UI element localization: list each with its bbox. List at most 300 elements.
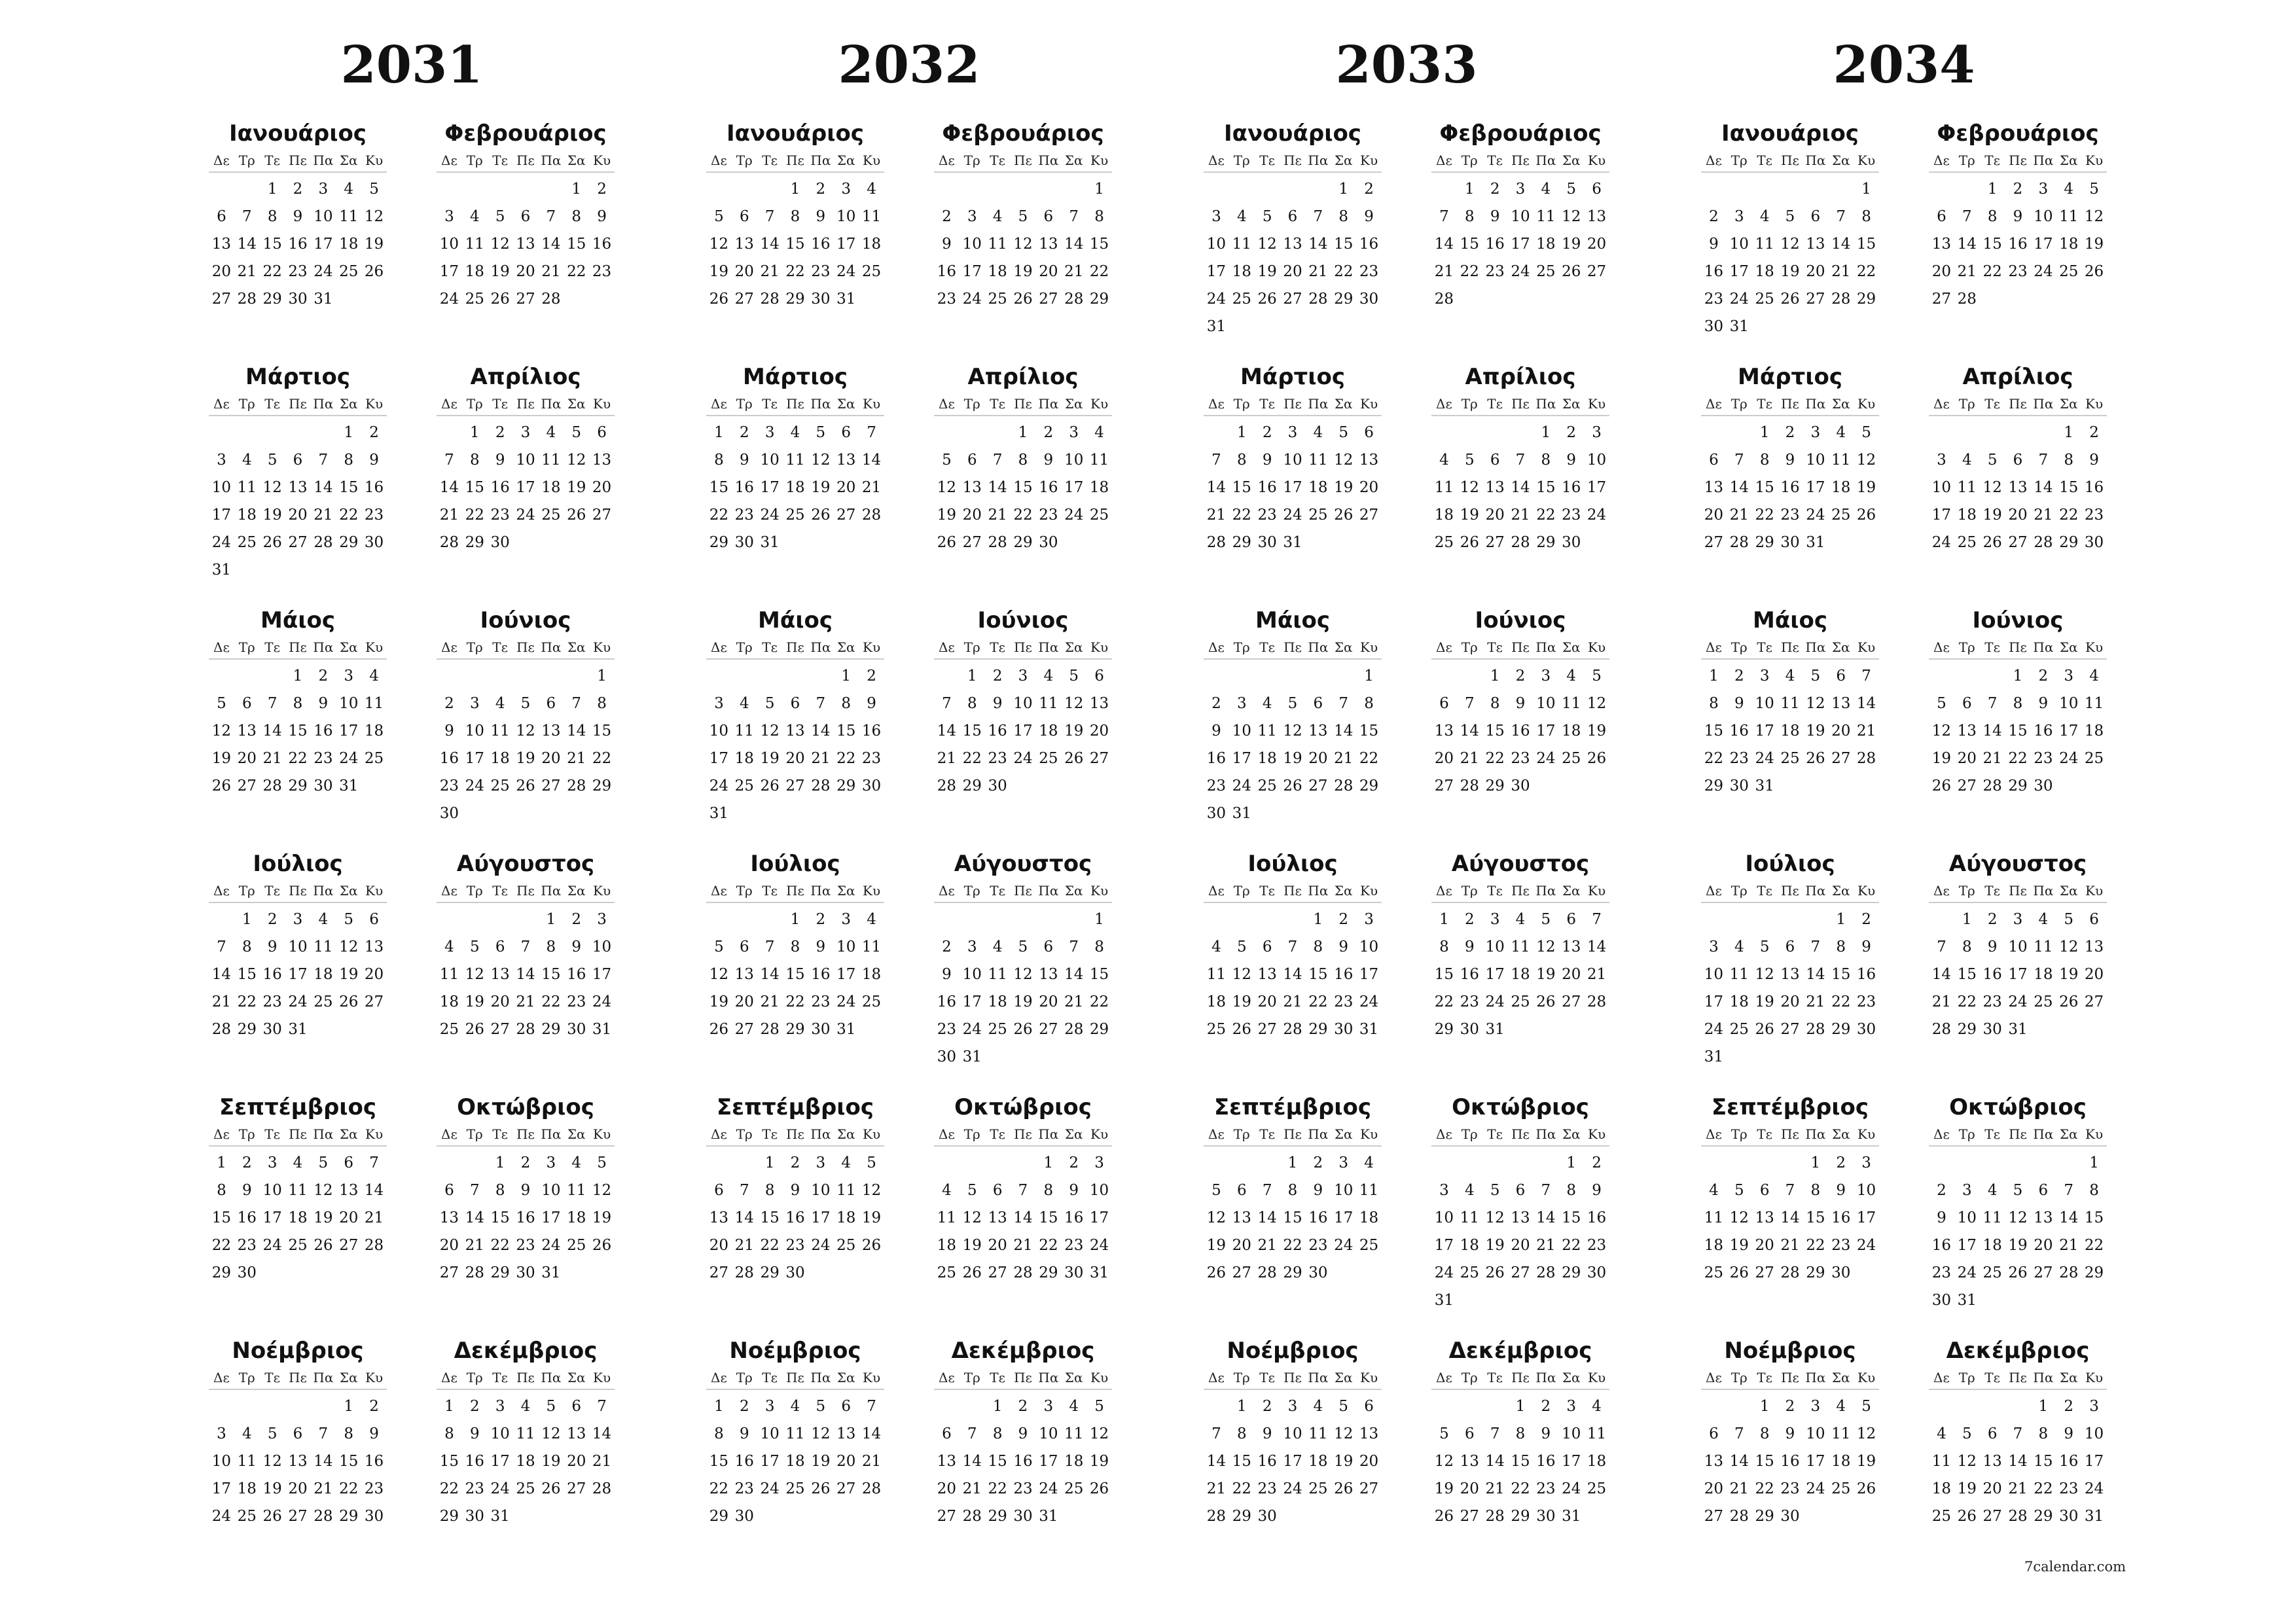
day-cell: 24 <box>1334 1237 1354 1254</box>
day-cell: 26 <box>1780 291 1800 308</box>
day-cell: 18 <box>439 993 459 1010</box>
weekday-label: Τρ <box>1233 1370 1250 1385</box>
empty-cell <box>310 1393 336 1420</box>
month-block <box>437 848 615 1043</box>
day-cell: 17 <box>592 966 612 983</box>
day-cell: 30 <box>1831 1264 1851 1281</box>
day-cell: 18 <box>1308 479 1328 496</box>
day-cell: 23 <box>1831 1237 1851 1254</box>
day-cell: 21 <box>1931 993 1952 1010</box>
day-cell: 7 <box>267 695 278 712</box>
day-cell: 12 <box>1957 1453 1977 1470</box>
day-cell: 9 <box>942 236 952 253</box>
day-cell: 22 <box>988 1480 1007 1497</box>
month-block <box>706 605 884 827</box>
empty-cell <box>1431 175 1457 203</box>
day-cell: 6 <box>967 452 977 469</box>
day-cell: 22 <box>1982 263 2002 280</box>
month-name: Ιούνιος <box>1972 607 2064 633</box>
day-cell: 5 <box>1566 181 1577 198</box>
weekday-label: Τρ <box>1731 1370 1748 1385</box>
day-cell: 27 <box>516 291 535 308</box>
weekday-label: Σα <box>1064 1370 1083 1385</box>
empty-cell <box>1752 175 1778 203</box>
weekday-header <box>1701 636 1879 660</box>
weekday-label: Τρ <box>1461 639 1478 655</box>
day-cell: 21 <box>988 507 1007 524</box>
day-cell: 26 <box>592 1237 612 1254</box>
day-cell: 27 <box>2034 1264 2053 1281</box>
day-cell: 6 <box>293 1425 303 1442</box>
day-cell: 18 <box>1957 507 1977 524</box>
day-cell: 5 <box>369 181 379 198</box>
day-cell: 29 <box>2008 777 2028 794</box>
day-cell: 15 <box>288 722 308 740</box>
day-cell: 2 <box>293 181 303 198</box>
weekday-label: Τε <box>1757 639 1772 655</box>
day-cell: 28 <box>1806 1021 1825 1038</box>
day-cell: 18 <box>1831 479 1851 496</box>
weekday-header <box>1431 880 1609 903</box>
day-cell: 13 <box>1485 479 1505 496</box>
day-cell: 9 <box>469 1425 480 1442</box>
empty-cell <box>1980 1393 2005 1420</box>
weekday-label: Τε <box>1487 152 1503 168</box>
day-cell: 2 <box>520 1154 531 1171</box>
day-cell: 31 <box>1232 805 1251 822</box>
day-cell: 22 <box>1359 750 1379 767</box>
day-cell: 19 <box>811 479 831 496</box>
days-grid <box>1929 662 2107 800</box>
day-cell: 20 <box>785 750 805 767</box>
day-cell: 12 <box>1806 695 1825 712</box>
month-name: Νοέμβριος <box>232 1338 364 1364</box>
day-cell: 18 <box>1704 1237 1724 1254</box>
weekday-label: Πα <box>810 639 831 655</box>
day-cell: 19 <box>962 1237 982 1254</box>
day-cell: 7 <box>469 1182 480 1199</box>
day-cell: 27 <box>567 1480 586 1497</box>
day-cell: 10 <box>709 722 729 740</box>
day-cell: 18 <box>1755 263 1774 280</box>
day-cell: 4 <box>2064 181 2074 198</box>
days-grid <box>1701 1393 1879 1530</box>
day-cell: 7 <box>369 1154 379 1171</box>
day-cell: 7 <box>867 424 876 441</box>
month-block <box>1431 605 1609 800</box>
day-cell: 15 <box>1089 966 1109 983</box>
day-cell: 22 <box>1232 1480 1251 1497</box>
day-cell: 5 <box>469 938 480 955</box>
day-cell: 18 <box>1831 1453 1851 1470</box>
day-cell: 10 <box>339 695 359 712</box>
weekday-label: Τρ <box>1958 883 1975 899</box>
weekday-label: Πα <box>1805 883 1826 899</box>
empty-cell <box>934 1393 960 1420</box>
day-cell: 11 <box>2084 695 2104 712</box>
day-cell: 29 <box>439 1508 459 1525</box>
day-cell: 2 <box>992 668 1003 685</box>
day-cell: 21 <box>237 263 257 280</box>
month-name: Ιούνιος <box>977 607 1069 633</box>
day-cell: 20 <box>937 1480 957 1497</box>
day-cell: 19 <box>1334 1453 1354 1470</box>
month-name: Δεκέμβριος <box>454 1338 598 1364</box>
day-cell: 11 <box>1511 938 1530 955</box>
day-cell: 29 <box>1013 534 1033 551</box>
day-cell: 26 <box>1562 263 1581 280</box>
day-cell: 3 <box>714 695 724 712</box>
day-cell: 28 <box>811 777 831 794</box>
day-cell: 27 <box>237 777 257 794</box>
day-cell: 5 <box>1861 424 1871 441</box>
day-cell: 23 <box>1562 507 1581 524</box>
day-cell: 24 <box>1013 750 1033 767</box>
day-cell: 4 <box>841 1154 852 1171</box>
day-cell: 8 <box>1490 695 1500 712</box>
weekday-label: Δε <box>1706 152 1722 168</box>
day-cell: 15 <box>1434 966 1454 983</box>
day-cell: 20 <box>541 750 561 767</box>
day-cell: 19 <box>211 750 232 767</box>
day-cell: 25 <box>988 291 1007 308</box>
day-cell: 4 <box>242 452 252 469</box>
weekday-label: Τρ <box>1731 396 1748 412</box>
month-name: Σεπτέμβριος <box>1213 1094 1372 1120</box>
day-cell: 8 <box>841 695 852 712</box>
month-block <box>1204 118 1382 340</box>
month-name: Φεβρουάριος <box>444 120 607 147</box>
day-cell: 20 <box>516 263 535 280</box>
days-grid <box>1929 1393 2107 1530</box>
day-cell: 25 <box>1206 1021 1227 1038</box>
weekday-label: Σα <box>2059 396 2078 412</box>
day-cell: 31 <box>836 1021 856 1038</box>
weekday-label: Δε <box>1436 1126 1452 1142</box>
day-cell: 10 <box>211 479 232 496</box>
day-cell: 27 <box>439 1264 459 1281</box>
day-cell: 26 <box>1334 507 1354 524</box>
day-cell: 15 <box>785 236 805 253</box>
weekday-header <box>437 149 615 173</box>
weekday-label: Κυ <box>1090 639 1109 655</box>
weekday-label: Πε <box>786 883 804 899</box>
empty-cell <box>1204 662 1229 690</box>
day-cell: 18 <box>1729 993 1749 1010</box>
weekday-header <box>1701 1123 1879 1147</box>
day-cell: 9 <box>1937 1209 1946 1226</box>
day-cell: 17 <box>760 479 780 496</box>
day-cell: 27 <box>1704 534 1724 551</box>
day-cell: 14 <box>760 236 780 253</box>
day-cell: 22 <box>1334 263 1354 280</box>
day-cell: 19 <box>1485 1237 1505 1254</box>
month-block <box>1204 361 1382 556</box>
month-name: Σεπτέμβριος <box>219 1094 377 1120</box>
weekday-label: Τε <box>762 152 778 168</box>
day-cell: 18 <box>861 236 882 253</box>
day-cell: 3 <box>318 181 329 198</box>
empty-cell <box>1255 1149 1280 1177</box>
day-cell: 14 <box>2059 1209 2079 1226</box>
day-cell: 13 <box>2008 479 2028 496</box>
day-cell: 5 <box>1069 668 1079 685</box>
weekday-label: Τρ <box>736 1370 753 1385</box>
day-cell: 8 <box>790 938 800 955</box>
month-name: Σεπτέμβριος <box>716 1094 874 1120</box>
weekday-label: Κυ <box>365 152 384 168</box>
weekday-label: Δε <box>1706 396 1722 412</box>
weekday-label: Τρ <box>1731 639 1748 655</box>
day-cell: 21 <box>1334 750 1354 767</box>
weekday-label: Πε <box>2009 639 2027 655</box>
day-cell: 16 <box>1931 1237 1952 1254</box>
day-cell: 4 <box>2089 668 2099 685</box>
empty-cell <box>564 662 589 690</box>
weekday-label: Σα <box>1334 152 1353 168</box>
day-cell: 10 <box>439 236 459 253</box>
days-grid <box>1204 1149 1382 1287</box>
day-cell: 26 <box>1485 1264 1505 1281</box>
day-cell: 27 <box>541 777 561 794</box>
day-cell: 23 <box>364 507 384 524</box>
weekday-label: Τρ <box>963 639 980 655</box>
day-cell: 15 <box>1982 236 2002 253</box>
weekday-label: Πα <box>1805 1126 1826 1142</box>
day-cell: 11 <box>734 722 754 740</box>
day-cell: 12 <box>592 1182 612 1199</box>
day-cell: 5 <box>520 695 531 712</box>
day-cell: 1 <box>469 424 480 441</box>
empty-cell <box>1457 662 1482 690</box>
day-cell: 22 <box>465 507 484 524</box>
day-cell: 2 <box>1262 424 1272 441</box>
day-cell: 30 <box>2059 1508 2079 1525</box>
day-cell: 29 <box>1755 1508 1774 1525</box>
day-cell: 17 <box>1562 1453 1581 1470</box>
day-cell: 12 <box>1434 1453 1454 1470</box>
weekday-label: Πα <box>1038 883 1059 899</box>
day-cell: 4 <box>1962 452 1972 469</box>
day-cell: 9 <box>1043 452 1054 469</box>
day-cell: 27 <box>1232 1264 1251 1281</box>
weekday-header <box>1204 1123 1382 1147</box>
day-cell: 17 <box>211 1480 232 1497</box>
weekday-label: Κυ <box>1090 152 1109 168</box>
weekday-header <box>1701 1366 1879 1390</box>
day-cell: 17 <box>1729 263 1749 280</box>
month-name: Φεβρουάριος <box>1439 120 1602 147</box>
month-block <box>1929 605 2107 800</box>
day-cell: 11 <box>1039 695 1058 712</box>
day-cell: 6 <box>1962 695 1972 712</box>
day-cell: 22 <box>1089 263 1109 280</box>
weekday-label: Πα <box>1308 396 1329 412</box>
day-cell: 1 <box>217 1154 226 1171</box>
empty-cell <box>1255 662 1280 690</box>
day-cell: 7 <box>764 208 775 225</box>
day-cell: 11 <box>1729 966 1749 983</box>
weekday-label: Πε <box>1511 1126 1530 1142</box>
day-cell: 15 <box>211 1209 232 1226</box>
day-cell: 26 <box>937 534 957 551</box>
day-cell: 24 <box>1755 750 1774 767</box>
day-cell: 23 <box>1460 993 1479 1010</box>
day-cell: 30 <box>1780 534 1800 551</box>
day-cell: 16 <box>2008 236 2028 253</box>
day-cell: 29 <box>490 1264 510 1281</box>
weekday-label: Τρ <box>466 396 483 412</box>
day-cell: 2 <box>369 1398 379 1415</box>
weekday-header <box>934 393 1112 416</box>
day-cell: 14 <box>1729 479 1749 496</box>
day-cell: 12 <box>2084 208 2104 225</box>
day-cell: 12 <box>709 966 729 983</box>
day-cell: 26 <box>1206 1264 1227 1281</box>
day-cell: 13 <box>1308 722 1328 740</box>
weekday-label: Κυ <box>1360 883 1378 899</box>
day-cell: 26 <box>2084 263 2104 280</box>
weekday-label: Τε <box>762 396 778 412</box>
day-cell: 27 <box>1039 291 1058 308</box>
day-cell: 10 <box>211 1453 232 1470</box>
day-cell: 23 <box>811 993 831 1010</box>
day-cell: 30 <box>1334 1021 1354 1038</box>
day-cell: 4 <box>739 695 749 712</box>
weekday-label: Σα <box>836 639 855 655</box>
weekday-label: Τε <box>990 1370 1005 1385</box>
day-cell: 27 <box>1283 291 1302 308</box>
day-cell: 18 <box>2034 966 2053 983</box>
day-cell: 2 <box>942 208 952 225</box>
weekday-label: Πε <box>1283 1370 1302 1385</box>
day-cell: 26 <box>1064 750 1084 767</box>
weekday-label: Πα <box>2033 152 2054 168</box>
day-cell: 5 <box>1987 452 1998 469</box>
day-cell: 14 <box>1982 722 2002 740</box>
day-cell: 2 <box>1018 1398 1028 1415</box>
day-cell: 20 <box>836 1453 856 1470</box>
day-cell: 23 <box>490 507 510 524</box>
day-cell: 14 <box>1957 236 1977 253</box>
weekday-label: Πε <box>1283 1126 1302 1142</box>
day-cell: 27 <box>288 1508 308 1525</box>
day-cell: 22 <box>1755 507 1774 524</box>
day-cell: 20 <box>1039 993 1058 1010</box>
day-cell: 5 <box>1541 911 1551 928</box>
day-cell: 2 <box>2038 668 2049 685</box>
month-block <box>437 605 615 827</box>
day-cell: 3 <box>2089 1398 2099 1415</box>
day-cell: 14 <box>1536 1209 1556 1226</box>
weekday-label: Πε <box>516 152 535 168</box>
weekday-label: Πε <box>289 1126 307 1142</box>
day-cell: 4 <box>1937 1425 1946 1442</box>
month-block <box>934 118 1112 313</box>
day-cell: 13 <box>937 1453 957 1470</box>
day-cell: 15 <box>1831 966 1851 983</box>
weekday-label: Σα <box>836 1370 855 1385</box>
weekday-label: Πα <box>313 883 334 899</box>
day-cell: 15 <box>1511 1453 1530 1470</box>
day-cell: 28 <box>734 1264 754 1281</box>
day-cell: 16 <box>1536 1453 1556 1470</box>
day-cell: 11 <box>861 208 882 225</box>
day-cell: 7 <box>520 938 531 955</box>
day-cell: 26 <box>1755 1021 1774 1038</box>
day-cell: 29 <box>1359 777 1379 794</box>
day-cell: 15 <box>1460 236 1479 253</box>
day-cell: 9 <box>790 1182 800 1199</box>
weekday-label: Πε <box>1014 1126 1032 1142</box>
day-cell: 15 <box>1232 479 1251 496</box>
day-cell: 5 <box>217 695 226 712</box>
day-cell: 11 <box>1704 1209 1724 1226</box>
day-cell: 4 <box>1734 938 1744 955</box>
weekday-label: Τε <box>762 1370 778 1385</box>
weekday-label: Κυ <box>1360 1126 1378 1142</box>
day-cell: 19 <box>1232 993 1251 1010</box>
day-cell: 21 <box>1536 1237 1556 1254</box>
day-cell: 11 <box>541 452 561 469</box>
month-block <box>1701 605 1879 800</box>
empty-cell <box>1229 662 1255 690</box>
day-cell: 17 <box>339 722 359 740</box>
day-cell: 23 <box>1359 263 1379 280</box>
empty-cell <box>1929 1149 1954 1177</box>
day-cell: 22 <box>2084 1237 2104 1254</box>
day-cell: 2 <box>2089 424 2099 441</box>
weekday-label: Σα <box>567 1126 586 1142</box>
days-grid <box>706 662 884 827</box>
day-cell: 28 <box>237 291 257 308</box>
day-cell: 31 <box>288 1021 308 1038</box>
day-cell: 6 <box>217 208 226 225</box>
weekday-label: Πα <box>1308 883 1329 899</box>
empty-cell <box>706 906 732 933</box>
empty-cell <box>934 1149 960 1177</box>
day-cell: 15 <box>2084 1209 2104 1226</box>
day-cell: 27 <box>1308 777 1328 794</box>
weekday-label: Σα <box>339 152 358 168</box>
day-cell: 8 <box>2013 695 2023 712</box>
day-cell: 13 <box>567 1425 586 1442</box>
day-cell: 17 <box>288 966 308 983</box>
day-cell: 24 <box>211 534 232 551</box>
weekday-label: Τρ <box>466 152 483 168</box>
day-cell: 4 <box>1541 181 1551 198</box>
day-cell: 17 <box>811 1209 831 1226</box>
day-cell: 25 <box>516 1480 535 1497</box>
day-cell: 1 <box>1439 911 1449 928</box>
weekday-label: Τε <box>492 1126 508 1142</box>
month-block <box>1929 1092 2107 1314</box>
day-cell: 29 <box>1856 291 1876 308</box>
empty-cell <box>538 662 564 690</box>
day-cell: 22 <box>2059 507 2079 524</box>
day-cell: 9 <box>495 452 505 469</box>
day-cell: 12 <box>1931 722 1952 740</box>
day-cell: 11 <box>1359 1182 1379 1199</box>
weekday-label: Κυ <box>1857 1370 1876 1385</box>
weekday-label: Δε <box>1208 1370 1225 1385</box>
day-cell: 9 <box>1069 1182 1079 1199</box>
day-cell: 24 <box>811 1237 831 1254</box>
day-cell: 8 <box>293 695 303 712</box>
day-cell: 14 <box>1334 722 1354 740</box>
empty-cell <box>1508 419 1534 446</box>
day-cell: 23 <box>262 993 282 1010</box>
